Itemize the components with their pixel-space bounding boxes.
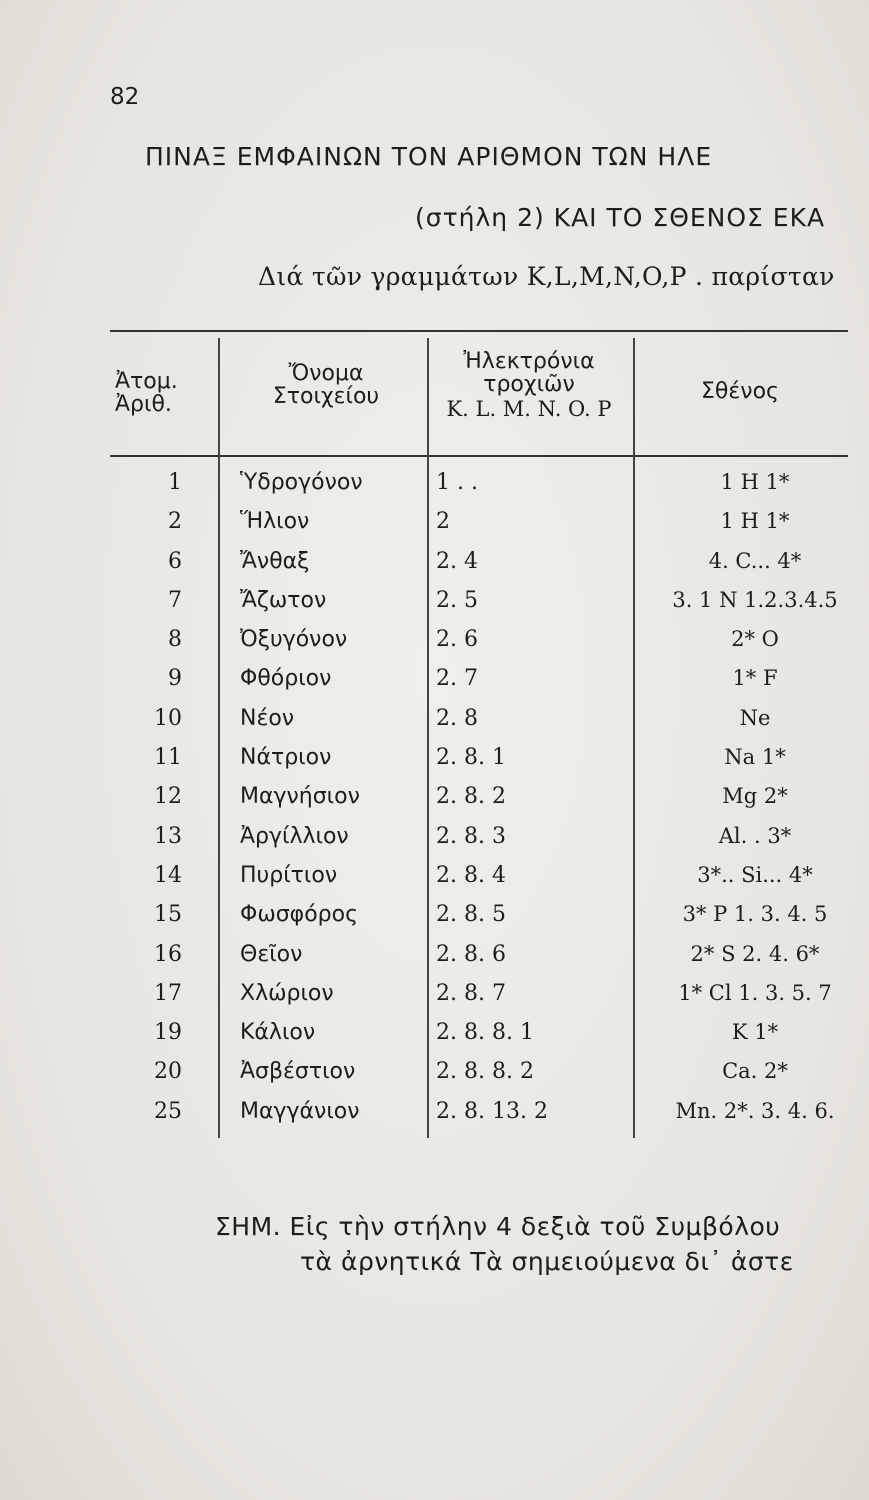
table-row xyxy=(110,706,850,745)
valence: 2* O xyxy=(731,627,779,652)
atomic-number: 16 xyxy=(154,941,182,967)
table-row xyxy=(110,942,850,981)
atomic-number: 6 xyxy=(168,548,182,574)
atomic-number: 13 xyxy=(154,823,182,849)
electron-shells: 2. 8. 8. 2 xyxy=(436,1059,534,1085)
element-name: Φθόριον xyxy=(240,666,332,692)
element-name: Μαγνήσιον xyxy=(240,784,360,810)
table-row xyxy=(110,1099,850,1138)
header-element-name xyxy=(226,362,426,408)
electron-shells: 2. 8. 6 xyxy=(436,941,506,967)
atomic-number: 12 xyxy=(154,784,182,810)
atomic-number: 15 xyxy=(154,902,182,928)
electron-shells: 2. 5 xyxy=(436,587,478,613)
header-electron-shells xyxy=(424,350,634,421)
atomic-number: 17 xyxy=(154,980,182,1006)
header-atom-line2: Ἀριθ. xyxy=(115,392,172,417)
atomic-number: 19 xyxy=(154,1020,182,1046)
table-row xyxy=(110,981,850,1020)
element-name: Φωσφόρος xyxy=(240,902,358,928)
element-name: Ὑδρογόνον xyxy=(240,470,363,495)
table-title-line2: (στήλη 2) ΚΑΙ ΤΟ ΣΘΕΝΟΣ ΕΚΑ xyxy=(415,203,826,232)
element-name: Ἄζωτον xyxy=(240,587,327,613)
atomic-number: 2 xyxy=(168,509,182,535)
atomic-number: 25 xyxy=(154,1098,182,1124)
header-atom-line1: Ἀτομ. xyxy=(115,369,178,394)
atomic-number: 11 xyxy=(154,745,182,771)
header-atomic-number xyxy=(115,370,178,416)
element-name: Πυρίτιον xyxy=(240,862,338,888)
electron-shells: 2. 8. 4 xyxy=(436,862,506,888)
atomic-number: 10 xyxy=(154,705,182,731)
table-row xyxy=(110,627,850,666)
table-row xyxy=(110,1059,850,1098)
table-row xyxy=(110,824,850,863)
header-valence: Σθένος xyxy=(701,379,779,404)
valence: Al. . 3* xyxy=(718,823,792,848)
element-name: Ἀσβέστιον xyxy=(240,1059,356,1085)
electron-shells: 2. 8 xyxy=(436,705,478,731)
valence: 3* P 1. 3. 4. 5 xyxy=(682,902,828,927)
table-row xyxy=(110,1020,850,1059)
header-elec-line3: K. L. M. N. O. P xyxy=(446,397,612,421)
atomic-number: 9 xyxy=(168,666,182,692)
electron-shells: 2. 8. 2 xyxy=(436,784,506,810)
valence: Ne xyxy=(739,705,771,730)
element-name: Νάτριον xyxy=(240,745,332,771)
element-name: Ἀργίλλιον xyxy=(240,823,349,849)
header-name-line2: Στοιχείου xyxy=(272,384,380,409)
valence: Ca. 2* xyxy=(722,1059,788,1084)
valence: 1 H 1* xyxy=(720,470,790,494)
table-row xyxy=(110,666,850,705)
atomic-number: 8 xyxy=(168,627,182,653)
valence: 1* Cl 1. 3. 5. 7 xyxy=(678,980,832,1005)
electron-shells: 2. 8. 7 xyxy=(436,980,506,1006)
footnote-line2: τὰ ἀρνητικά Τὰ σημειούμενα δι᾿ ἀστε xyxy=(300,1247,794,1276)
valence: Na 1* xyxy=(724,745,786,770)
atomic-number: 14 xyxy=(154,862,182,888)
element-name: Ἄνθαξ xyxy=(240,548,310,574)
electron-shells: 2 xyxy=(436,509,450,535)
element-name: Θεῖον xyxy=(240,941,303,967)
valence: 4. C... 4* xyxy=(708,548,802,573)
element-name: Ἥλιον xyxy=(240,509,310,535)
table-row xyxy=(110,745,850,784)
electron-shells: 2. 8. 1 xyxy=(436,745,506,771)
table-row xyxy=(110,470,850,509)
valence: 1* F xyxy=(732,666,778,691)
valence: 3*.. Si... 4* xyxy=(697,862,813,887)
header-bottom-rule xyxy=(110,455,848,457)
valence: Mn. 2*. 3. 4. 6. xyxy=(675,1098,835,1123)
table-row xyxy=(110,784,850,823)
element-name: Μαγγάνιον xyxy=(240,1098,360,1124)
valence: 2* S 2. 4. 6* xyxy=(690,941,820,966)
header-name-line1: Ὄνομα xyxy=(288,361,364,386)
valence: K 1* xyxy=(731,1020,779,1045)
valence: 3. 1 N 1.2.3.4.5 xyxy=(672,587,838,612)
electron-shells: 2. 8. 5 xyxy=(436,902,506,928)
element-name: Κάλιον xyxy=(240,1020,316,1046)
valence: 1 H 1* xyxy=(720,509,790,534)
electron-shells: 2. 7 xyxy=(436,666,478,692)
atomic-number: 1 xyxy=(168,470,182,495)
table-title-line3: Διά τῶν γραμμάτων K,L,M,N,O,P . παρίσταν xyxy=(258,262,835,291)
electron-shells: 2. 4 xyxy=(436,548,478,574)
table-row xyxy=(110,509,850,548)
valence: Mg 2* xyxy=(722,784,788,809)
footnote-line1: ΣΗΜ. Εἰς τὴν στήλην 4 δεξιὰ τοῦ Συμβόλου xyxy=(215,1212,781,1241)
atomic-number: 20 xyxy=(154,1059,182,1085)
table-top-rule xyxy=(110,330,848,332)
table-body xyxy=(110,470,850,1138)
atomic-number: 7 xyxy=(168,587,182,613)
table-row xyxy=(110,863,850,902)
table-title-line1: ΠΙΝΑΞ ΕΜΦΑΙΝΩΝ ΤΟΝ ΑΡΙΘΜΟΝ ΤΩΝ ΗΛΕ xyxy=(145,142,713,171)
header-elec-line2: τροχιῶν xyxy=(483,372,575,397)
table-row xyxy=(110,549,850,588)
element-name: Χλώριον xyxy=(240,980,334,1006)
electron-shells: 2. 8. 3 xyxy=(436,823,506,849)
electron-shells: 2. 8. 8. 1 xyxy=(436,1020,534,1046)
electron-shells: 1 . . xyxy=(436,470,478,495)
page-number: 82 xyxy=(110,84,140,110)
header-elec-line1: Ἠλεκτρόνια xyxy=(463,349,595,374)
table-row xyxy=(110,902,850,941)
element-name: Ὀξυγόνον xyxy=(240,627,348,653)
table-row xyxy=(110,588,850,627)
electron-shells: 2. 8. 13. 2 xyxy=(436,1098,548,1124)
element-name: Νέον xyxy=(240,705,295,731)
electron-shells: 2. 6 xyxy=(436,627,478,653)
